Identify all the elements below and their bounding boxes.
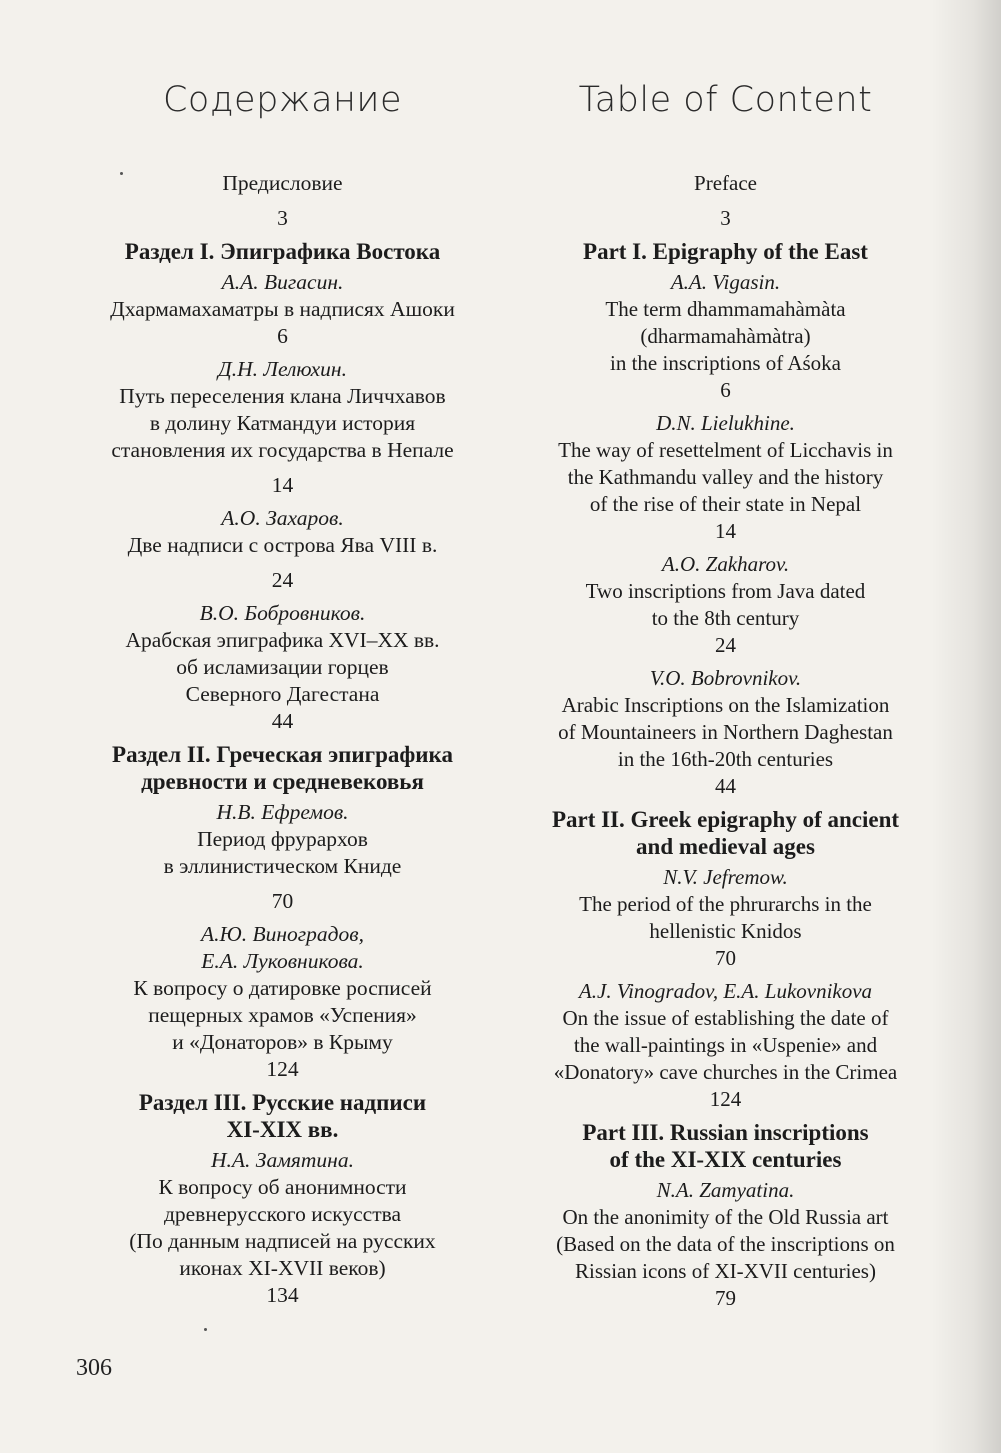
entry-title: (dharmamahàmàtra): [640, 324, 811, 348]
page-number: 70: [271, 889, 294, 913]
page-number: 14: [715, 519, 736, 543]
author: A.A. Vigasin.: [670, 270, 781, 294]
page-number: 6: [277, 324, 288, 348]
toc-entry[interactable]: [503, 410, 948, 545]
entry-title: Две надписи с острова Ява VIII в.: [127, 533, 438, 557]
page-number: 124: [709, 1087, 742, 1111]
author: V.O. Bobrovnikov.: [649, 666, 802, 690]
author: А.А. Вигасин.: [221, 270, 344, 294]
entry-title: Дхармамахаматры в надписях Ашоки: [110, 297, 455, 321]
author: Н.А. Замятина.: [211, 1148, 354, 1172]
entry-title: the Kathmandu valley and the history: [567, 465, 884, 489]
preface-title[interactable]: Предисловие: [222, 171, 343, 195]
page-number: 44: [271, 709, 294, 733]
entry-title: Период фрурархов: [197, 827, 368, 851]
author: Д.Н. Лелюхин.: [218, 357, 347, 381]
page-number: 6: [720, 378, 731, 402]
entry-title: древнерусского искусства: [163, 1202, 402, 1226]
toc-entry[interactable]: [60, 505, 505, 594]
part-heading: Раздел I. Эпиграфика Востока: [124, 239, 441, 264]
entry-title: hellenistic Knidos: [649, 919, 802, 943]
author: Е.А. Луковникова.: [201, 949, 364, 973]
column-title: Содержание: [162, 80, 402, 120]
page-number: 79: [715, 1286, 736, 1310]
contents-column-russian: [60, 70, 505, 1315]
toc-entry[interactable]: [60, 269, 505, 350]
toc-entry[interactable]: [60, 356, 505, 499]
toc-entry[interactable]: [60, 600, 505, 735]
author: Н.В. Ефремов.: [216, 800, 349, 824]
part-heading: Раздел II. Греческая эпиграфика древности и средневековья: [112, 742, 453, 794]
preface-title[interactable]: Preface: [694, 171, 757, 195]
page-number: 24: [271, 568, 294, 592]
entry-title: К вопросу о датировке росписей: [133, 976, 432, 1000]
page-number: 70: [715, 946, 736, 970]
toc-entry[interactable]: [60, 1147, 505, 1309]
entry-title: (По данным надписей на русских: [129, 1229, 436, 1253]
author: А.О. Захаров.: [221, 506, 344, 530]
part-heading: Раздел III. Русские надписи XI-XIX вв.: [138, 1090, 427, 1142]
entry-title: On the anonimity of the Old Russia art: [562, 1205, 889, 1229]
page-number: 14: [271, 473, 294, 497]
entry-title: об исламизации горцев: [176, 655, 389, 679]
entry-title: Путь переселения клана Личчхавов: [119, 384, 446, 408]
author: N.V. Jefremow.: [663, 865, 788, 889]
entry-title: в долину Катмандуи история: [149, 411, 416, 435]
page-number: 124: [266, 1057, 299, 1081]
entry-title: in the 16th-20th centuries: [617, 747, 834, 771]
entry-title: the wall-paintings in «Uspenie» and: [573, 1033, 878, 1057]
toc-entry[interactable]: [60, 799, 505, 915]
part-heading: Part III. Russian inscriptions of the XI-XIX centuries: [582, 1120, 869, 1172]
toc-entry[interactable]: [503, 665, 948, 800]
page-number: 24: [715, 633, 736, 657]
entry-title: и «Донаторов» в Крыму: [172, 1030, 393, 1054]
toc-entry[interactable]: [503, 1177, 948, 1312]
entry-title: to the 8th century: [651, 606, 800, 630]
toc-entry[interactable]: [503, 551, 948, 659]
entry-title: On the issue of establishing the date of: [562, 1006, 889, 1030]
page-number: 3: [720, 206, 731, 230]
entry-title: of Mountaineers in Northern Daghestan: [558, 720, 893, 744]
entry-title: в эллинистическом Книде: [163, 854, 402, 878]
author: A.J. Vinogradov, E.A. Lukovnikova: [578, 979, 873, 1003]
entry-title: Арабская эпиграфика XVI–XX вв.: [125, 628, 440, 652]
speck: [204, 1328, 207, 1331]
toc-entry[interactable]: [503, 269, 948, 404]
author: D.N. Lielukhine.: [656, 411, 795, 435]
entry-title: становления их государства в Непале: [111, 438, 454, 462]
entry-title: The period of the phrurarchs in the: [579, 892, 872, 916]
author: В.О. Бобровников.: [199, 601, 366, 625]
part-heading: Part I. Epigraphy of the East: [583, 239, 868, 264]
entry-title: пещерных храмов «Успения»: [148, 1003, 417, 1027]
page-folio-number: 306: [76, 1355, 112, 1381]
page-number: 3: [277, 206, 288, 230]
entry-title: in the inscriptions of Aśoka: [610, 351, 841, 375]
part-heading: Part II. Greek epigraphy of ancient and medieval ages: [551, 807, 900, 859]
toc-entry[interactable]: [503, 864, 948, 972]
contents-column-english: [503, 70, 948, 1318]
author: A.O. Zakharov.: [661, 552, 790, 576]
entry-title: of the rise of their state in Nepal: [589, 492, 862, 516]
author: N.A. Zamyatina.: [656, 1178, 795, 1202]
column-title: Table of Content: [578, 80, 873, 120]
author: А.Ю. Виноградов,: [201, 922, 364, 946]
entry-title: Северного Дагестана: [185, 682, 380, 706]
entry-title: иконах XI-XVII веков): [179, 1256, 386, 1280]
toc-entry[interactable]: [503, 978, 948, 1113]
entry-title: (Based on the data of the inscriptions on: [556, 1232, 895, 1256]
entry-title: К вопросу об анонимности: [158, 1175, 407, 1199]
entry-title: Two inscriptions from Java dated: [585, 579, 866, 603]
entry-title: «Donatory» cave churches in the Crimea: [553, 1060, 898, 1084]
entry-title: The term dhammamahàmàta: [605, 297, 846, 321]
toc-entry[interactable]: [60, 921, 505, 1083]
entry-title: Rissian icons of XI-XVII centuries): [575, 1259, 876, 1283]
page-number: 134: [266, 1283, 299, 1307]
page-number: 44: [715, 774, 736, 798]
entry-title: Arabic Inscriptions on the Islamization: [561, 693, 890, 717]
entry-title: The way of resettelment of Licchavis in: [558, 438, 893, 462]
